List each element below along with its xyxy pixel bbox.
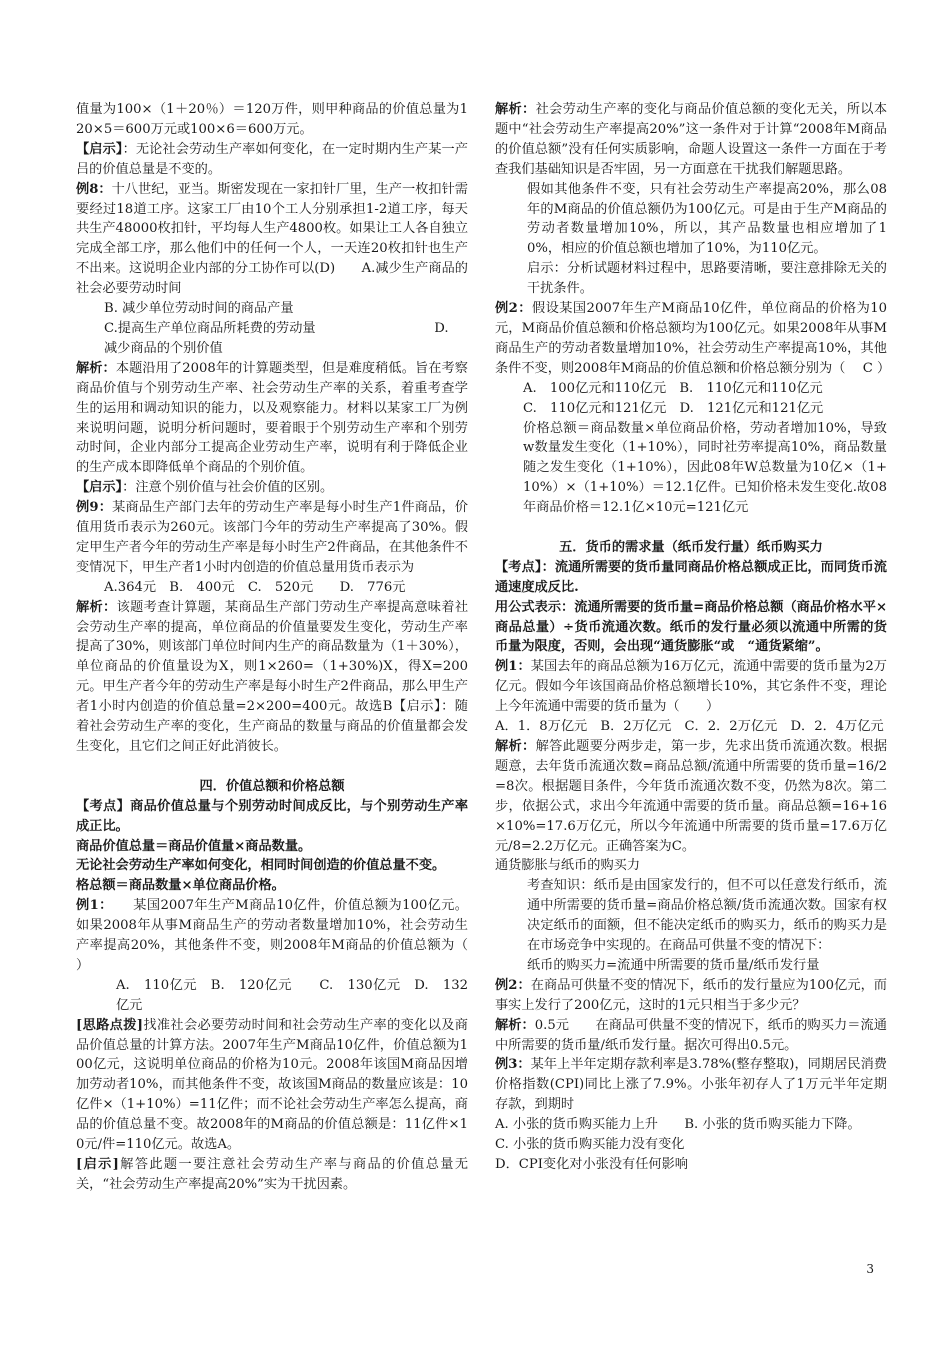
formula-line: 格总额＝商品数量×单位商品价格。 [76, 878, 285, 894]
paragraph [495, 1016, 887, 1056]
section-heading: 五．货币的需求量（纸币发行量）纸币购买力 [559, 539, 823, 555]
hint-text: ：注意个别价值与社会价值的区别。 [122, 480, 334, 496]
key-point-text: 商品价值总量与个别劳动时间成反比，与个别劳动生产率成正比。 [76, 798, 469, 834]
formula-line: 无论社会劳动生产率如何变化，相同时间创造的价值总量不变。 [76, 858, 446, 874]
analysis-label: 解析： [495, 738, 536, 754]
option-line: A．1．8万亿元 B．2万亿元 C．2．2万亿元 D．2．4万亿元 [495, 719, 884, 735]
option-line: A. 100亿元和110亿元 B. 110亿元和110亿元 [523, 380, 823, 396]
paragraph [76, 498, 468, 578]
paragraph [495, 558, 887, 598]
hint-label: 【启示】 [76, 480, 123, 496]
option-line: A. 小张的货币购买能力上升 B. 小张的货币购买能力下降。 [495, 1117, 861, 1133]
example-text: 某年上半年定期存款利率是3.78%(整存整取)，同期居民消费价格指数(CPI)同比上涨了7.9%。小张年初存人了1万元半年定期存款，到期时 [495, 1057, 887, 1113]
analysis-label: 解析： [76, 599, 117, 615]
example-label: 例3： [495, 1057, 531, 1073]
key-point-label: 【考点】 [76, 798, 131, 814]
tip-text: 找准社会必要劳动时间和社会劳动生产率的变化以及商品价值总量的计算方法。2007年生产M商品10亿件，价值总额为100亿元，这说明单位商品的价格为10元。2008年该国M商品因增加劳动者10%，而其他条件不变，故该国M商品的数量应该是：10亿件×（1+10%）=11亿件；而不论社会劳动生产率怎么提高，商品的价值总量不变。故2008年的M商品的价值总额是：11亿件×10元/件=110亿元。故选A。 [76, 1017, 468, 1153]
paragraph [495, 657, 887, 717]
key-point-label: 【考点】 [495, 559, 542, 575]
example-label: 例8： [76, 181, 112, 197]
example-label: 例1： [495, 659, 531, 675]
analysis-text: 解答此题要分两步走，第一步，先求出货币流通次数。根据题意，去年货币流通次数=商品总额/流通中所需要的货币量=16/2=8次。根据题目条件，今年货币流通次数不变，仍然为8次。第二步，依据公式，求出今年流通中需要的货币量。商品总额=16+16×10%=17.6万亿元，所以今年流通中所需要的货币量=17.6万亿元/8=2.2万亿元。正确答案为C。 [495, 738, 888, 854]
paragraph: 假如其他条件不变，只有社会劳动生产率提高20%，那么08年的M商品的价值总额仍为100亿元。可是由于生产M商品的劳动者数量增加10%，所以，其产品数量也相应增加了10%，相应的价值总额也增加了10%，为110亿元。 [527, 181, 887, 257]
spacer [495, 518, 887, 538]
example-label: 例1： [76, 898, 107, 914]
paragraph [76, 180, 468, 299]
analysis-text: 本题沿用了2008年的计算题类型，但是难度稍低。旨在考察商品价值与个别劳动生产率、社会劳动生产率的关系，着重考查学生的运用和调动知识的能力，以及观察能力。材料以某家工厂为例来说明问题，说明分析问题时，要着眼于个别劳动生产率和个别劳动时间，企业内部分工提高企业劳动生产率，说明有利于降低企业的生产成本即降低单个商品的个别价值。 [76, 360, 468, 476]
analysis-text: 0.5元 在商品可供量不变的情况下，纸币的购买力＝流通中所需要的货币量/纸币发行量。据次可得出0.5元。 [495, 1017, 887, 1053]
page-number: 3 [866, 1262, 874, 1276]
example-text: 某国去年的商品总额为16万亿元，流通中需要的货币量为2万亿元。假如今年该国商品价格总额增长10%，其它条件不变，理论上今年流通中需要的货币量为（ ） [495, 659, 887, 715]
hint-label: 【启示】 [76, 141, 123, 157]
tip-label: [思路点拨] [76, 1017, 143, 1033]
analysis-label: 解析： [76, 360, 116, 376]
left-column [76, 100, 495, 1195]
analysis-text: 该题考查计算题，某商品生产部门劳动生产率提高意味着社会劳动生产率的提高，单位商品的价值量要发生变化，劳动生产率提高了30%，则该部门单位时间内生产的商品数量为（1＋30%），单位商品的价值量设为X，则1×260=（1+30%)X，得X=200元。甲生产者今年的劳动生产率是每小时生产2件商品，那么甲生产者1小时内创造的价值总量=2×200=400元。故选B【启示】：随着社会劳动生产率的变化，生产商品的数量与商品的价值量都会发生变化，且它们之间正好此消彼长。 [76, 599, 469, 754]
option-line: 减少商品的个别价值 [104, 340, 223, 356]
right-column [495, 100, 891, 1175]
option-line: B. 减少单位劳动时间的商品产量 [104, 301, 294, 317]
paragraph [495, 100, 887, 180]
example-text: 某商品生产部门去年的劳动生产率是每小时生产1件商品，价值用货币表示为260元。该部门今年的劳动生产率提高了30%。假定甲生产者今年的劳动生产率是每小时生产2件商品，在其他条件不变情况下，甲生产者1小时内创造的价值总量用货币表示为 [76, 500, 468, 575]
formula-line: 用公式表示：流通所需要的货币量=商品价格总额（商品价格水平×商品总量）÷货币流通次数。纸币的发行量必须以流通中所需的货币量为限度，否则，会出现“通货膨胀“或 “通货紧缩”。 [495, 599, 887, 655]
example-label: 例2： [495, 301, 532, 317]
example-text: 十八世纪，亚当。斯密发现在一家扣针厂里，生产一枚扣针需要经过18道工序。这家工厂由10个工人分别承担1-2道工序，每天共生产48000枚扣针，平均每人生产4800枚。如果让工人各自独立完成全部工序，那么他们中的任何一个人，一天连20枚扣针也生产不出来。这说明企业内部的分工协作可以(D) A.减少生产商品的社会必要劳动时间 [76, 181, 469, 297]
subheading: 通货膨胀与纸币的购买力 [495, 858, 641, 874]
paragraph: 启示：分析试题材料过程中，思路要清晰，要注意排除无关的干扰条件。 [527, 261, 887, 297]
paragraph [76, 478, 468, 498]
example-label: 例9： [76, 500, 113, 516]
option-line: D．CPI变化对小张没有任何影响 [495, 1157, 688, 1173]
section-heading: 四．价值总额和价格总额 [199, 778, 345, 794]
paragraph [495, 299, 891, 379]
paragraph [76, 1155, 468, 1195]
key-point-text: ：流通所需要的货币量同商品价格总额成正比，而同货币流通速度成反比. [495, 559, 887, 595]
option-line: C. 小张的货币购买能力没有变化 [495, 1137, 685, 1153]
paragraph [76, 359, 468, 478]
hint-label: [启示] [76, 1157, 119, 1173]
paragraph [76, 896, 495, 976]
paragraph [76, 797, 468, 837]
spacer [76, 757, 468, 777]
option-line: A.364元 B. 400元 C. 520元 D. 776元 [104, 579, 406, 595]
paragraph: 考查知识：纸币是由国家发行的，但不可以任意发行纸币，流通中所需要的货币量=商品价格总额/货币流通次数。国家有权决定纸币的面额，但不能决定纸币的购买力，纸币的购买力是在市场竞争中实现的。在商品可供量不变的情况下： [527, 878, 887, 954]
paragraph [76, 598, 468, 757]
paragraph [495, 1055, 887, 1115]
formula-line: 商品价值总量＝商品价值量×商品数量。 [76, 838, 312, 854]
example-text: 假设某国2007年生产M商品10亿件，单位商品的价格为10元，M商品价值总额和价格总额均为100亿元。如果2008年从事M商品生产的劳动者数量增加10%，社会劳动生产率提高10%，其他条件不变，则2008年M商品的价值总额和价格总额分别为（ C ） [495, 301, 891, 376]
option-line: A. 110亿元 B. 120亿元 C. 130亿元 D. 132亿元 [116, 977, 468, 1013]
option-line: C.提高生产单位商品所耗费的劳动量 D. [104, 320, 449, 336]
paragraph [76, 1016, 468, 1155]
formula-line: 纸币的购买力=流通中所需要的货币量/纸币发行量 [527, 957, 820, 973]
analysis-text: 社会劳动生产率的变化与商品价值总额的变化无关，所以本题中“社会劳动生产率提高20%”这一条件对于计算“2008年M商品的价值总额”没有任何实质影响，命题人设置这一条件一方面在于考查我们基础知识是否牢固，另一方面意在干扰我们解题思路。 [495, 102, 888, 177]
paragraph [495, 976, 887, 1016]
paragraph [76, 140, 468, 180]
hint-text: 解答此题一要注意社会劳动生产率与商品的价值总量无关，“社会劳动生产率提高20%”实为干扰因素。 [76, 1157, 469, 1192]
analysis-label: 解析： [495, 1017, 535, 1033]
example-text: 在商品可供量不变的情况下，纸币的发行量应为100亿元，而事实上发行了200亿元，这时的1元只相当于多少元？ [495, 977, 887, 1013]
hint-text: ：无论社会劳动生产率如何变化，在一定时期内生产某一产吕的价值总量是不变的。 [76, 141, 468, 177]
paragraph: 价格总额＝商品数量×单位商品价格，劳动者增加10%，导致w数量发生变化（1+10%），同时社劳率提高10%，商品数量随之发生变化（1+10%），因此08年W总数量为10亿×（1+10%）×（1+10%）＝12.1亿件。已知价格未发生变化.故08年商品价格＝12.1亿×10元=121亿元 [523, 420, 887, 516]
paragraph [495, 737, 887, 856]
paragraph: 值量为100×（1＋20％）＝120万件，则甲种商品的价值总量为120×5＝600万元或100×6＝600万元。 [76, 102, 468, 137]
analysis-label: 解析： [495, 102, 536, 117]
example-label: 例2： [495, 977, 531, 993]
example-text: 某国2007年生产M商品10亿件，价值总额为100亿元。如果2008年从事M商品生产的劳动者数量增加10%，社会劳动生产率提高20%，其他条件不变，则2008年M商品的价值总额为（ ） [76, 898, 495, 973]
option-line: C. 110亿元和121亿元 D. 121亿元和121亿元 [523, 400, 824, 416]
